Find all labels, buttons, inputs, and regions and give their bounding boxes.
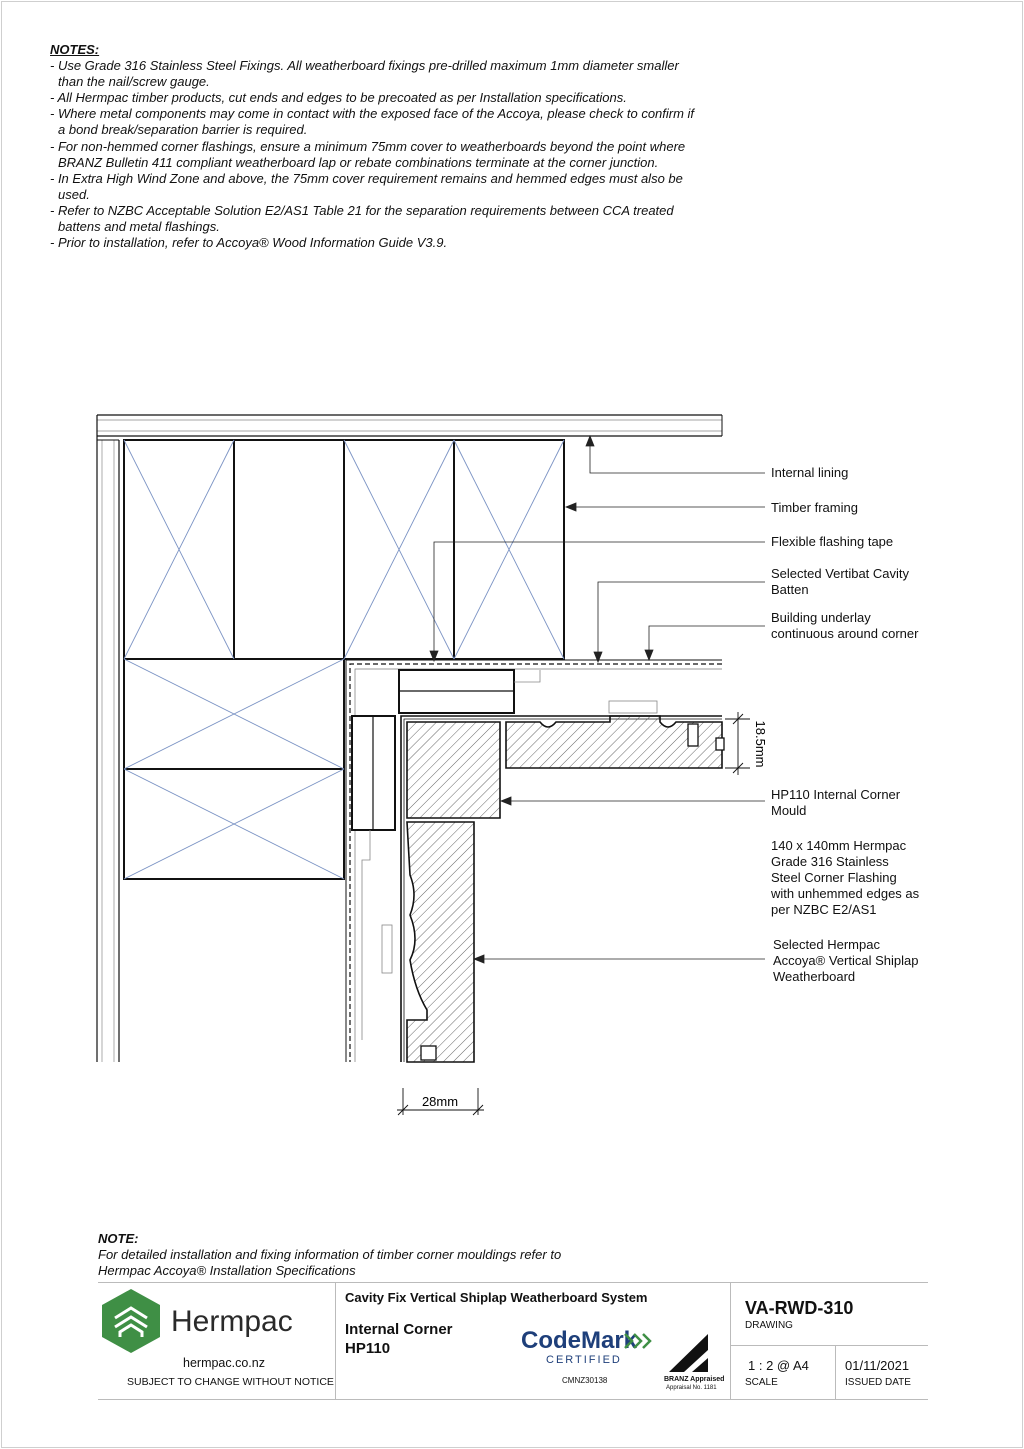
scale-value: 1 : 2 @ A4 [748, 1358, 809, 1373]
label-line: 140 x 140mm Hermpac [771, 838, 907, 853]
title-block [98, 1282, 928, 1400]
codemark-number: CMNZ30138 [562, 1376, 608, 1385]
note-item: - Prior to installation, refer to Accoya® Wood Information Guide V3.9. [50, 235, 448, 251]
weatherboard-vertical [407, 822, 474, 1062]
drawing-title: Internal Corner [345, 1321, 453, 1338]
weatherboard-horizontal [506, 716, 724, 768]
company-name: Hermpac [171, 1305, 293, 1338]
label-cavity-batten [771, 566, 909, 598]
note-item: - For non-hemmed corner flashings, ensure a minimum 75mm cover to weatherboards beyond the point where BRANZ Bulletin 411 compliant weatherboard lap or rebate combinations terminate at the corner junction. [50, 138, 686, 170]
label-underlay [771, 610, 918, 642]
drawing-label: DRAWING [745, 1320, 793, 1331]
label-line: Selected Hermpac [773, 937, 880, 952]
label-line: HP110 Internal Corner [771, 787, 901, 802]
internal-lining-horizontal [97, 415, 722, 436]
installation-note-heading: NOTE: [98, 1231, 139, 1246]
note-item: - Where metal components may come in contact with the exposed face of the Accoya, please check to confirm if a bond break/separation barrier is required. [50, 106, 695, 138]
label-line: Weatherboard [773, 969, 856, 984]
issued-date-label: ISSUED DATE [845, 1377, 911, 1388]
drawing-number: VA-RWD-310 [745, 1298, 854, 1318]
system-name: Cavity Fix Vertical Shiplap Weatherboard System [345, 1290, 648, 1305]
cavity-batten-horizontal [399, 670, 514, 713]
title-block-divider [835, 1345, 836, 1399]
label-line: per NZBC E2/AS1 [771, 902, 877, 917]
internal-lining-vertical [97, 436, 119, 1062]
installation-note [98, 1231, 561, 1279]
codemark-logo: CodeMark [521, 1327, 638, 1354]
dimension-width-label: 28mm [421, 1094, 459, 1109]
note-item: - All Hermpac timber products, cut ends and edges to be precoated as per Installation specifications. [50, 90, 627, 106]
label-line: Batten [771, 582, 809, 597]
issued-date: 01/11/2021 [845, 1358, 910, 1373]
hermpac-logo-icon [98, 1288, 164, 1354]
company-website: hermpac.co.nz [183, 1356, 265, 1370]
installation-note-line: For detailed installation and fixing information of timber corner mouldings refer to [98, 1247, 562, 1262]
section-drawing [0, 400, 1024, 1120]
label-line: Mould [771, 803, 807, 818]
flexible-flashing-tape [346, 660, 722, 1062]
scale-label: SCALE [745, 1377, 778, 1388]
label-line: Grade 316 Stainless [771, 854, 889, 869]
dimension-thickness-label: 18.5mm [753, 720, 768, 768]
note-item: - Refer to NZBC Acceptable Solution E2/AS1 Table 21 for the separation requirements between CCA treated battens and metal flashings. [50, 202, 674, 235]
label-line: Selected Vertibat Cavity [771, 566, 910, 581]
label-corner-mould [771, 787, 900, 819]
label-line: continuous around corner [771, 626, 919, 641]
internal-corner-mould [407, 722, 500, 818]
label-line: Accoya® Vertical Shiplap [773, 953, 919, 968]
label-corner-flashing [771, 838, 919, 918]
label-timber-framing: Timber framing [771, 500, 858, 515]
branz-logo-icon [668, 1332, 718, 1374]
notes-heading: NOTES: [50, 42, 100, 57]
codemark-certified: CERTIFIED [546, 1354, 622, 1366]
label-line: Building underlay [771, 610, 871, 625]
title-block-divider [335, 1283, 336, 1399]
disclaimer: SUBJECT TO CHANGE WITHOUT NOTICE [127, 1376, 334, 1388]
installation-note-line: Hermpac Accoya® Installation Specifications [98, 1263, 356, 1278]
branz-label: BRANZ Appraised [664, 1376, 725, 1383]
notes-block [50, 42, 700, 251]
codemark-chevron-icon [624, 1333, 652, 1349]
label-flashing-tape: Flexible flashing tape [771, 534, 894, 549]
label-internal-lining: Internal lining [771, 465, 849, 480]
drawing-subtitle: HP110 [345, 1340, 391, 1357]
cavity-batten-vertical [352, 716, 395, 830]
branz-number: Appraisal No. 1181 [666, 1385, 717, 1391]
title-block-divider [730, 1283, 731, 1399]
label-line: Steel Corner Flashing [771, 870, 897, 885]
label-line: with unhemmed edges as [771, 886, 920, 901]
label-weatherboard [773, 937, 918, 985]
title-block-divider [730, 1345, 928, 1346]
note-item: - Use Grade 316 Stainless Steel Fixings. All weatherboard fixings pre-drilled maximum 1mm diameter smaller than the nail/screw gauge. [50, 58, 679, 90]
note-item: - In Extra High Wind Zone and above, the 75mm cover requirement remains and hemmed edges must also be used. [50, 170, 683, 202]
dimension-thickness [725, 712, 750, 775]
